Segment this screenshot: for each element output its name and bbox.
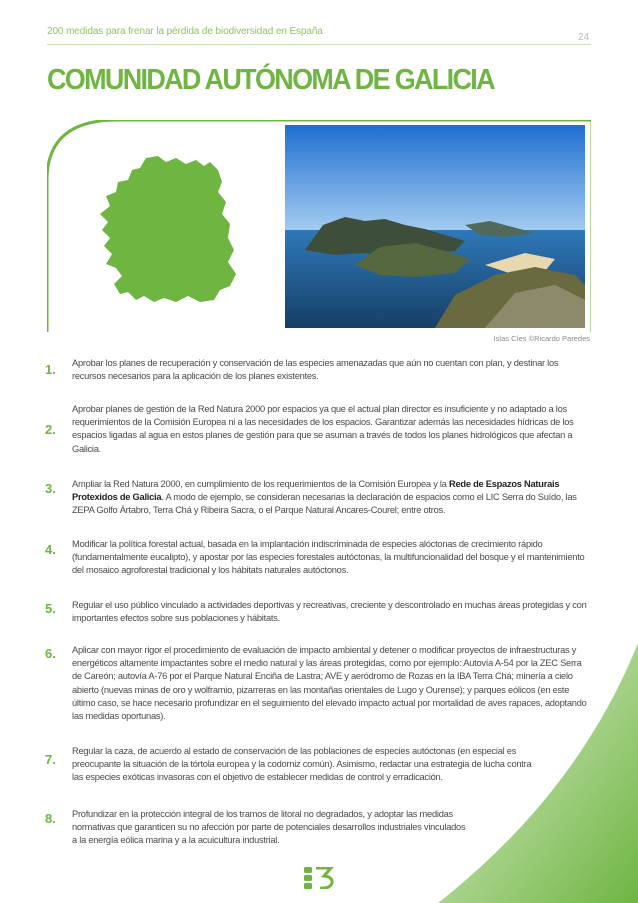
measure-number: 4.	[45, 542, 56, 557]
measure-text: Regular el uso público vinculado a actividades deportivas y recreativas, creciente y descontrolado en muchas áreas protegidas y con importantes efectos sobre sus poblaciones y hábitats.	[72, 600, 587, 624]
measure-number: 1.	[45, 362, 56, 377]
measure-text: Regular la caza, de acuerdo al estado de conservación de las poblaciones de especies autóctonas (en especial es preocupante la situación de la tórtola europea y la codorniz común). Asimismo, redactar una estrategia de lucha contra las especies exóticas invasoras con el objetivo de establecer medidas de control y erradicación.	[72, 746, 532, 783]
measure-text	[72, 478, 592, 518]
publisher-logo-icon	[304, 867, 334, 889]
measure-number: 5.	[45, 601, 56, 616]
page-number: 24	[578, 32, 590, 43]
running-header: 200 medidas para frenar la pérdida de biodiversidad en España	[47, 26, 323, 37]
measure-text: Modificar la política forestal actual, basada en la implantación indiscriminada de especies alóctonas de crecimiento rápido (fundamentalmente eucalipto), y apostar por las especies forestales autóctonas, la multifuncionalidad del bosque y el mantenimiento del mosaico agroforestal tradicional y los hábitats naturales autóctonos.	[72, 539, 585, 576]
measure-text: Profundizar en la protección integral de los tramos de litoral no degradados, y adoptar las medidas normativas que garanticen su no afección por parte de potenciales desarrollos industriales vinculados a la energía eólica marina y a la acuicultura industrial.	[72, 809, 466, 846]
decorative-corner	[438, 643, 638, 903]
galicia-map-icon	[88, 152, 248, 310]
measure-text: Aprobar planes de gestión de la Red Natura 2000 por espacios ya que el actual plan director es insuficiente y no adaptado a los requerimientos de la Comisión Europea ni a las necesidades de los espacios. Garantizar además las necesidades hídricas de los espacios ligadas al agua en estos planes de gestión para que se asuman a través de todos los planes hidrológicos que afectan a Galicia.	[72, 404, 574, 454]
measure-text-part: . A modo de ejemplo, se consideran necesarias la declaración de espacios como el LIC Serra do Suído, las ZEPA Golfo Ártabro, Terra Chá y Ribeira Sacra, o el Parque Natural Ancares-Courel; entre otros.	[72, 492, 577, 516]
measure-text-bold-link: Rede de Espazos Naturais Protexidos de Galicia	[72, 479, 560, 503]
measure-number: 7.	[45, 752, 56, 767]
landscape-photo	[285, 125, 585, 328]
header-rule	[47, 44, 591, 45]
page-title: COMUNIDAD AUTÓNOMA DE GALICIA	[47, 64, 494, 96]
measure-text-part: Ampliar la Red Natura 2000, en cumplimiento de los requerimientos de la Comisión Europea y la	[72, 479, 449, 489]
measure-text: Aplicar con mayor rigor el procedimiento de evaluación de impacto ambiental y detener o modificar proyectos de infraestructuras y energéticos altamente impactantes sobre el medio natural y las áreas protegidas, como por ejemplo: Autovía A-54 por la ZEC Serra de Careón; autovía A-76 por el Parque Natural Enciña de Lastra; AVE y aeródromo de Rozas en la IBA Terra Chá; minería a cielo abierto (nuevas minas de oro y wolframio, pizarreras en las montañas orientales de Lugo y Ourense); y parques eólicos (en este último caso, se hace necesario profundizar en el seguimiento del elevado impacto actual por mortalidad de aves rapaces, adoptando las medidas oportunas).	[72, 645, 587, 722]
photo-caption: Islas Cíes ©Ricardo Paredes	[493, 334, 590, 343]
measure-number: 6.	[45, 646, 56, 661]
measure-number: 8.	[45, 811, 56, 826]
measure-number: 2.	[45, 422, 56, 437]
measure-number: 3.	[45, 481, 56, 496]
measure-text: Aprobar los planes de recuperación y conservación de las especies amenazadas que aún no cuentan con plan, y destinar los recursos necesarios para la aplicación de los planes existentes.	[72, 358, 559, 382]
